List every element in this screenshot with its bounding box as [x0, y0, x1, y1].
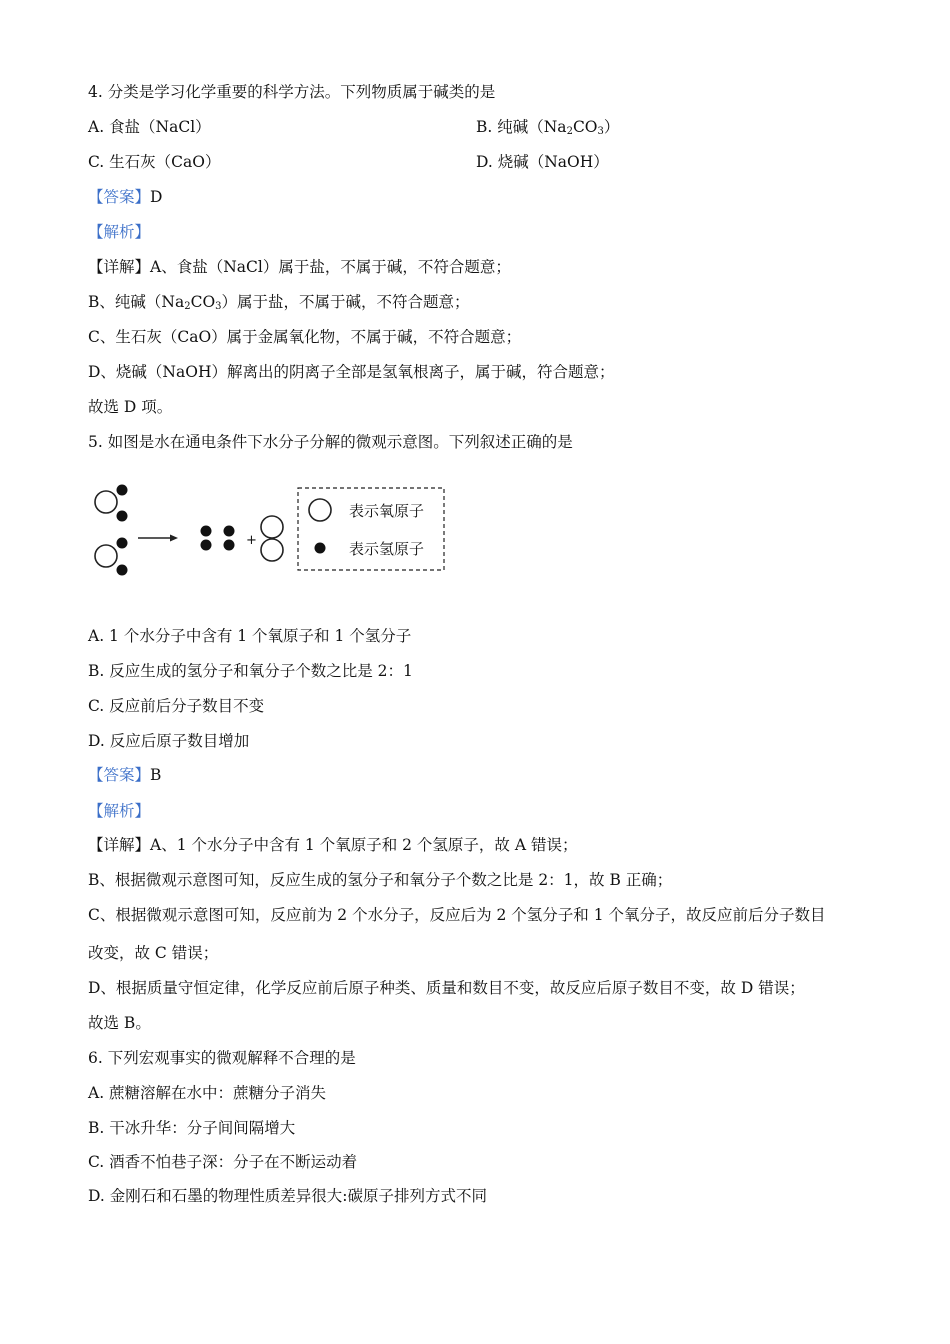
q4-detail-a: 【详解】A、食盐（NaCl）属于盐，不属于碱，不符合题意； — [88, 258, 511, 276]
q4-conclusion: 故选 D 项。 — [88, 398, 173, 416]
legend-hydrogen-icon — [315, 543, 326, 554]
hydrogen-molecule-1 — [201, 526, 212, 551]
q5-stem: 5. 如图是水在通电条件下水分子分解的微观示意图。下列叙述正确的是 — [88, 433, 573, 451]
hydrogen-molecule-2 — [224, 526, 235, 551]
q5-answer: 【答案】B — [88, 766, 162, 784]
oxygen-atom — [261, 516, 283, 538]
q5-option-c: C. 反应前后分子数目不变 — [88, 697, 265, 715]
q4-option-b: B. 纯碱$(Na_2CO_3)$ — [476, 118, 620, 137]
q4-option-d: D. 烧碱（NaOH） — [476, 153, 609, 171]
q5-analysis-tag: 【解析】 — [88, 802, 151, 820]
q4-detail-b: B、纯碱$(Na_2CO_3)$属于盐，不属于碱，不符合题意； — [88, 293, 470, 312]
q6-stem: 6. 下列宏观事实的微观解释不合理的是 — [88, 1049, 356, 1067]
reaction-arrow-icon — [138, 535, 178, 542]
q5-detail-a: 【详解】A、1 个水分子中含有 1 个氧原子和 2 个氢原子，故 A 错误； — [88, 836, 578, 854]
hydrogen-atom — [117, 538, 128, 549]
q5-option-b: B. 反应生成的氢分子和氧分子个数之比是 2：1 — [88, 662, 413, 680]
hydrogen-atom — [117, 485, 128, 496]
q6-option-b: B. 干冰升华：分子间间隔增大 — [88, 1119, 296, 1137]
q4-stem: 4. 分类是学习化学重要的科学方法。下列物质属于碱类的是 — [88, 83, 496, 101]
q4-option-a: A. 食盐（NaCl） — [88, 118, 211, 136]
hydrogen-atom — [117, 565, 128, 576]
q5-option-d: D. 反应后原子数目增加 — [88, 732, 250, 750]
q5-option-a: A. 1 个水分子中含有 1 个氧原子和 1 个氢分子 — [88, 627, 412, 645]
hydrogen-atom — [224, 540, 235, 551]
answer-tag: 【答案】 — [88, 766, 151, 784]
q5-detail-d: D、根据质量守恒定律，化学反应前后原子种类、质量和数目不变，故反应后原子数目不变，故 D 错误； — [88, 979, 805, 997]
legend-oxygen-icon — [309, 499, 331, 521]
q5-detail-b: B、根据微观示意图可知，反应生成的氢分子和氧分子个数之比是 2：1，故 B 正确； — [88, 871, 673, 889]
q6-option-d: D. 金刚石和石墨的物理性质差异很大:碳原子排列方式不同 — [88, 1187, 487, 1205]
hydrogen-atom — [117, 511, 128, 522]
water-molecule-2 — [95, 538, 128, 576]
q6-option-c: C. 酒香不怕巷子深：分子在不断运动着 — [88, 1153, 358, 1171]
legend-oxygen-label: 表示氧原子 — [349, 502, 425, 520]
q4-answer: 【答案】D — [88, 188, 163, 206]
water-electrolysis-diagram — [88, 478, 453, 588]
plus-sign: + — [246, 533, 257, 548]
oxygen-atom — [95, 491, 117, 513]
legend-box — [298, 488, 444, 570]
q4-option-c: C. 生石灰（CaO） — [88, 153, 221, 171]
q4-detail-c: C、生石灰（CaO）属于金属氧化物，不属于碱，不符合题意； — [88, 328, 522, 346]
hydrogen-atom — [224, 526, 235, 537]
answer-tag: 【答案】 — [88, 188, 151, 206]
q5-conclusion: 故选 B。 — [88, 1014, 151, 1032]
hydrogen-atom — [201, 540, 212, 551]
q5-detail-c-line2: 改变，故 C 错误； — [88, 944, 219, 962]
legend-hydrogen-label: 表示氢原子 — [349, 540, 425, 558]
oxygen-atom — [95, 545, 117, 567]
q4-detail-d: D、烧碱（NaOH）解离出的阴离子全部是氢氧根离子，属于碱，符合题意； — [88, 363, 615, 381]
oxygen-atom — [261, 539, 283, 561]
water-molecule-1 — [95, 485, 128, 522]
q5-detail-c-line1: C、根据微观示意图可知，反应前为 2 个水分子，反应后为 2 个氢分子和 1 个氧分子，故反应前后分子数目 — [88, 906, 826, 924]
q4-analysis-tag: 【解析】 — [88, 223, 151, 241]
hydrogen-atom — [201, 526, 212, 537]
oxygen-molecule — [261, 516, 283, 561]
q6-option-a: A. 蔗糖溶解在水中：蔗糖分子消失 — [88, 1084, 327, 1102]
